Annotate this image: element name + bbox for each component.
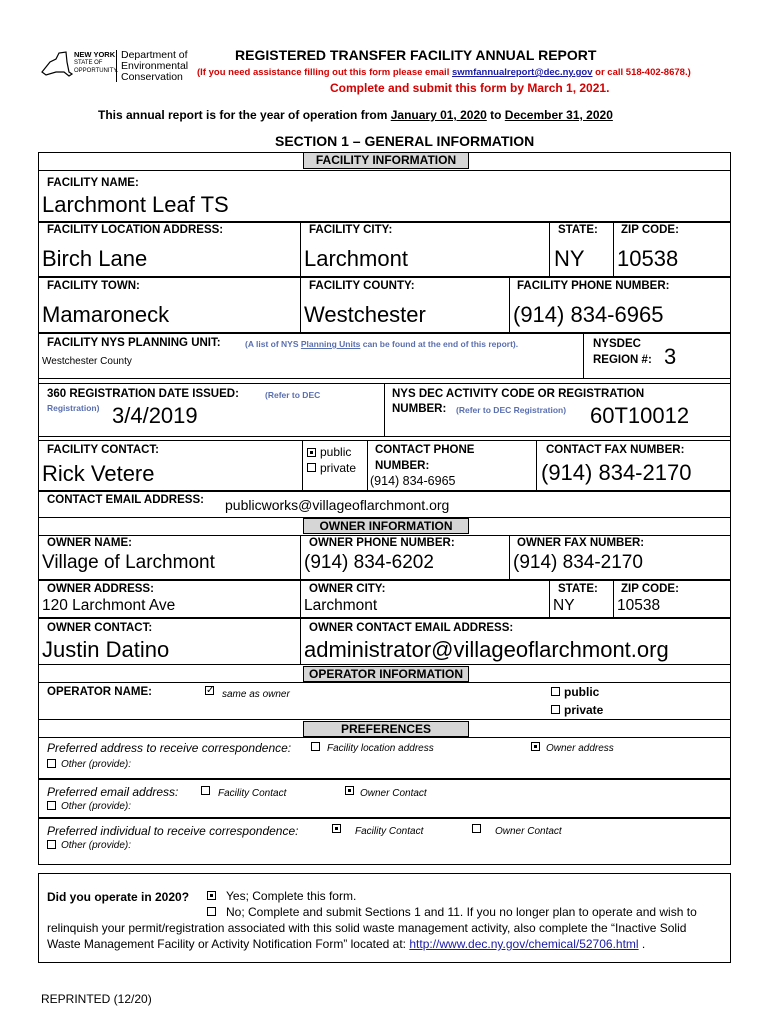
contact-phone-label: CONTACT PHONE bbox=[375, 444, 475, 456]
operator-private-label: private bbox=[564, 703, 604, 717]
facility-phone-label: FACILITY PHONE NUMBER: bbox=[517, 280, 670, 292]
owner-email-field[interactable]: administrator@villageoflarchmont.org bbox=[304, 637, 669, 662]
logo-state-line: STATE OF bbox=[74, 60, 103, 66]
owner-info-header: OWNER INFORMATION bbox=[303, 518, 469, 534]
ny-state-map-icon bbox=[36, 50, 74, 80]
pref-address-other-label: Other (provide): bbox=[61, 759, 132, 770]
owner-phone-label: OWNER PHONE NUMBER: bbox=[309, 537, 455, 549]
pref-email-facility-checkbox[interactable] bbox=[201, 786, 210, 795]
facility-contact-label: FACILITY CONTACT: bbox=[47, 444, 160, 456]
region-label: NYSDEC REGION #: bbox=[593, 338, 652, 366]
pref-email-facility-label: Facility Contact bbox=[218, 788, 287, 799]
operate-no-text: relinquish your permit/registration associated with this solid waste management activity, also complete the “Inactive Solid bbox=[47, 921, 687, 935]
facility-city-label: FACILITY CITY: bbox=[309, 224, 393, 236]
owner-city-field[interactable]: Larchmont bbox=[304, 597, 378, 614]
pref-individual-question: Preferred individual to receive correspondence: bbox=[47, 824, 299, 838]
activity-code-note: (Refer to DEC Registration) bbox=[456, 405, 567, 415]
facility-address-field[interactable]: Birch Lane bbox=[42, 246, 148, 271]
owner-address-field[interactable]: 120 Larchmont Ave bbox=[42, 597, 176, 614]
facility-state-label: STATE: bbox=[558, 224, 598, 236]
activity-code-label: NYS DEC ACTIVITY CODE OR REGISTRATION bbox=[392, 388, 645, 400]
inactive-form-link[interactable]: http://www.dec.ny.gov/chemical/52706.html bbox=[409, 937, 639, 951]
contact-public-label: public bbox=[320, 445, 352, 459]
contact-private-label: private bbox=[320, 461, 357, 475]
pref-address-facility-checkbox[interactable] bbox=[311, 742, 320, 751]
reg-date-note: Registration) bbox=[47, 403, 100, 413]
facility-town-label: FACILITY TOWN: bbox=[47, 280, 140, 292]
pref-email-other-checkbox[interactable] bbox=[47, 801, 56, 810]
planning-units-link[interactable]: Planning Units bbox=[300, 339, 361, 349]
facility-address-label: FACILITY LOCATION ADDRESS: bbox=[47, 224, 224, 236]
pref-address-owner-label: Owner address bbox=[546, 743, 614, 754]
activity-code-field[interactable]: 60T10012 bbox=[590, 403, 690, 428]
logo-state-line: OPPORTUNITY. bbox=[74, 68, 119, 74]
checkmark-icon: ✓ bbox=[206, 685, 215, 696]
facility-zip-label: ZIP CODE: bbox=[621, 224, 679, 236]
contact-private-checkbox[interactable] bbox=[307, 463, 316, 472]
pref-email-owner-label: Owner Contact bbox=[360, 788, 427, 799]
pref-email-question: Preferred email address: bbox=[47, 785, 179, 799]
contact-phone-field[interactable]: (914) 834-6965 bbox=[370, 474, 456, 488]
pref-address-facility-label: Facility location address bbox=[327, 743, 434, 754]
owner-city-label: OWNER CITY: bbox=[309, 583, 386, 595]
owner-state-label: STATE: bbox=[558, 583, 598, 595]
nys-dec-logo bbox=[36, 48, 196, 88]
report-title: REGISTERED TRANSFER FACILITY ANNUAL REPORT bbox=[235, 47, 597, 63]
contact-fax-field[interactable]: (914) 834-2170 bbox=[541, 460, 692, 485]
facility-contact-field[interactable]: Rick Vetere bbox=[42, 461, 155, 486]
operator-name-label: OPERATOR NAME: bbox=[47, 686, 152, 698]
facility-county-field[interactable]: Westchester bbox=[304, 302, 426, 327]
operator-public-checkbox[interactable] bbox=[551, 687, 560, 696]
pref-address-other-checkbox[interactable] bbox=[47, 759, 56, 768]
contact-public-checkbox[interactable] bbox=[307, 448, 316, 457]
facility-info-header: FACILITY INFORMATION bbox=[303, 152, 469, 169]
facility-city-field[interactable]: Larchmont bbox=[304, 246, 408, 271]
pref-individual-other-checkbox[interactable] bbox=[47, 840, 56, 849]
planning-unit-field[interactable]: Westchester County bbox=[42, 356, 132, 367]
planning-unit-note: (A list of NYS Planning Units can be found at the end of this report). bbox=[245, 339, 519, 349]
pref-individual-other-label: Other (provide): bbox=[61, 840, 132, 851]
facility-zip-field[interactable]: 10538 bbox=[617, 246, 679, 271]
reporting-period: This annual report is for the year of operation from January 01, 2020 to December 31, 2020 bbox=[98, 108, 613, 122]
operate-no-text: No; Complete and submit Sections 1 and 11. If you no longer plan to operate and wish to bbox=[226, 905, 697, 919]
preferences-header: PREFERENCES bbox=[303, 721, 469, 737]
reg-date-field[interactable]: 3/4/2019 bbox=[112, 403, 198, 428]
reg-date-label: 360 REGISTRATION DATE ISSUED: bbox=[47, 388, 239, 400]
same-as-owner-label: same as owner bbox=[222, 689, 290, 700]
pref-individual-owner-label: Owner Contact bbox=[495, 826, 562, 837]
region-field[interactable]: 3 bbox=[664, 344, 677, 369]
operate-no-checkbox[interactable] bbox=[207, 907, 216, 916]
owner-address-label: OWNER ADDRESS: bbox=[47, 583, 154, 595]
assistance-note: (If you need assistance filling out this form please email swmfannualreport@dec.ny.gov or call 518-402-8678.) bbox=[197, 67, 691, 78]
owner-zip-label: ZIP CODE: bbox=[621, 583, 679, 595]
deadline-note: Complete and submit this form by March 1, 2021. bbox=[330, 81, 610, 95]
facility-town-field[interactable]: Mamaroneck bbox=[42, 302, 170, 327]
planning-unit-label: FACILITY NYS PLANNING UNIT: bbox=[47, 337, 221, 349]
operator-info-header: OPERATOR INFORMATION bbox=[303, 666, 469, 682]
owner-name-label: OWNER NAME: bbox=[47, 537, 132, 549]
section-title: SECTION 1 – GENERAL INFORMATION bbox=[275, 133, 535, 149]
owner-contact-field[interactable]: Justin Datino bbox=[42, 637, 170, 662]
owner-email-label: OWNER CONTACT EMAIL ADDRESS: bbox=[309, 622, 514, 634]
operator-private-checkbox[interactable] bbox=[551, 705, 560, 714]
pref-address-question: Preferred address to receive correspondence: bbox=[47, 741, 292, 755]
owner-name-field[interactable]: Village of Larchmont bbox=[42, 552, 215, 573]
pref-individual-owner-checkbox[interactable] bbox=[472, 824, 481, 833]
facility-name-field[interactable]: Larchmont Leaf TS bbox=[42, 192, 229, 217]
pref-email-other-label: Other (provide): bbox=[61, 801, 132, 812]
logo-dept-line: Conservation bbox=[121, 71, 183, 83]
activity-code-label: NUMBER: bbox=[392, 403, 447, 415]
facility-name-label: FACILITY NAME: bbox=[47, 177, 139, 189]
pref-individual-facility-checkbox[interactable] bbox=[332, 824, 341, 833]
owner-zip-field[interactable]: 10538 bbox=[617, 597, 661, 614]
contact-email-field[interactable]: publicworks@villageoflarchmont.org bbox=[225, 497, 450, 513]
owner-state-field[interactable]: NY bbox=[553, 597, 575, 614]
pref-email-owner-checkbox[interactable] bbox=[345, 786, 354, 795]
pref-address-owner-checkbox[interactable] bbox=[531, 742, 540, 751]
owner-contact-label: OWNER CONTACT: bbox=[47, 622, 153, 634]
operator-public-label: public bbox=[564, 685, 600, 699]
pref-individual-facility-label: Facility Contact bbox=[355, 826, 424, 837]
operate-yes-label: Yes; Complete this form. bbox=[226, 889, 357, 903]
contact-fax-label: CONTACT FAX NUMBER: bbox=[546, 444, 685, 456]
reprinted-note: REPRINTED (12/20) bbox=[41, 992, 152, 1006]
logo-dept-line: Environmental bbox=[121, 60, 189, 72]
operate-yes-checkbox[interactable] bbox=[207, 891, 216, 900]
assist-email-link[interactable]: swmfannualreport@dec.ny.gov bbox=[451, 67, 593, 78]
operate-question: Did you operate in 2020? bbox=[47, 890, 190, 904]
facility-phone-field[interactable]: (914) 834-6965 bbox=[513, 302, 664, 327]
facility-county-label: FACILITY COUNTY: bbox=[309, 280, 415, 292]
owner-fax-field[interactable]: (914) 834-2170 bbox=[513, 552, 643, 573]
contact-phone-label: NUMBER: bbox=[375, 460, 430, 472]
same-as-owner-checkbox[interactable] bbox=[205, 686, 214, 695]
logo-dept-line: Department of bbox=[121, 49, 188, 61]
reg-date-note: (Refer to DEC bbox=[265, 390, 321, 400]
owner-phone-field[interactable]: (914) 834-6202 bbox=[304, 552, 434, 573]
logo-state-line: NEW YORK bbox=[74, 50, 116, 59]
owner-fax-label: OWNER FAX NUMBER: bbox=[517, 537, 645, 549]
operate-no-text: Waste Management Facility or Activity Notification Form” located at: http://www.dec.ny.gov/chemical/52706.html . bbox=[47, 937, 646, 951]
facility-state-field[interactable]: NY bbox=[554, 246, 585, 271]
contact-email-label: CONTACT EMAIL ADDRESS: bbox=[47, 494, 204, 506]
